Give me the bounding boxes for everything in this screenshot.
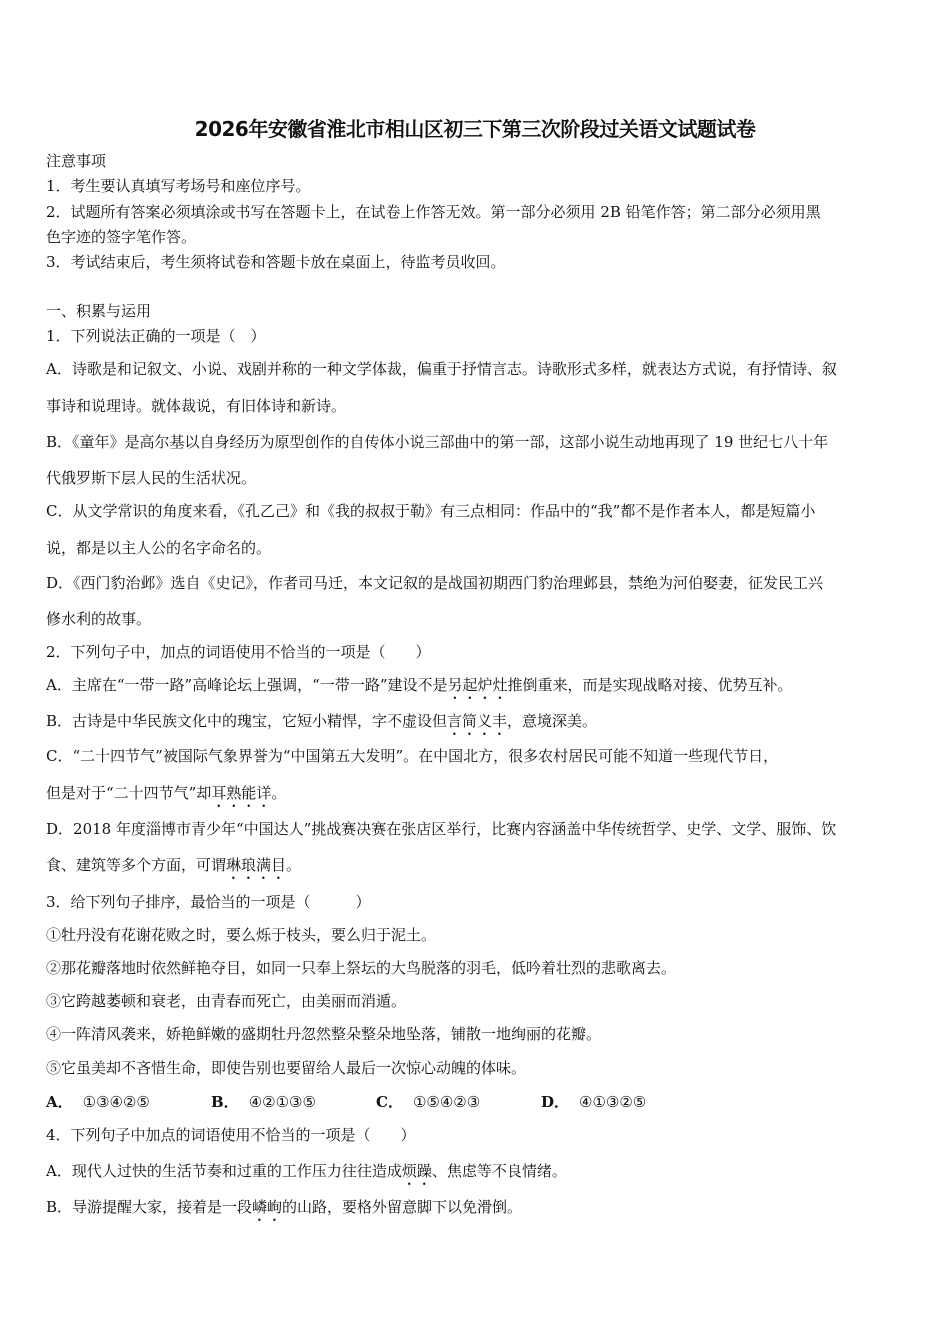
q3-option-a-label: A．: [46, 1093, 73, 1111]
q1-option-c-cont: 说，都是以主人公的名字命名的。: [46, 539, 272, 557]
q2-b-dotted-word: 言简义丰: [447, 712, 508, 730]
q3-option-d-label: D．: [541, 1093, 570, 1111]
q2-d-text-pre: 食、建筑等多个方面，可谓: [46, 856, 227, 874]
q3-sentence-4: ④一阵清风袭来，娇艳鲜嫩的盛期牡丹忽然整朵整朵地坠落，铺散一地绚丽的花瓣。: [46, 1025, 602, 1043]
q3-sentence-1: ①牡丹没有花谢花败之时，要么烁于枝头，要么归于泥土。: [46, 926, 437, 944]
q3-option-d-value: ④①③②⑤: [579, 1093, 647, 1111]
q3-option-c-label: C．: [376, 1093, 403, 1111]
q1-option-b: B．《童年》是高尔基以自身经历为原型创作的自传体小说三部曲中的第一部，这部小说生动地再现了 19 世纪七八十年: [46, 433, 829, 451]
q3-option-b-label: B．: [211, 1093, 239, 1111]
q4-option-b: [46, 1196, 908, 1225]
q3-option-b-value: ④②①③⑤: [248, 1093, 316, 1111]
question-2-stem: 2．下列句子中，加点的词语使用不恰当的一项是（ ）: [46, 643, 431, 661]
q1-option-d-cont: 修水利的故事。: [46, 610, 152, 628]
q3-option-c-value: ①⑤④②③: [412, 1093, 481, 1111]
q1-option-d: D．《西门豹治邺》选自《史记》，作者司马迁，本文记叙的是战国初期西门豹治理邺县，禁绝为河伯娶妻，征发民工兴: [46, 574, 824, 592]
q3-option-b: [211, 1091, 316, 1113]
q4-a-dotted-word: 烦躁: [401, 1162, 432, 1180]
q1-option-a: A．诗歌是和记叙文、小说、戏剧并称的一种文学体裁，偏重于抒情言志。诗歌形式多样，就表达方式说，有抒情诗、叙: [46, 360, 837, 378]
section-heading: 一、积累与运用: [46, 302, 152, 320]
q2-b-text-pre: B．古诗是中华民族文化中的瑰宝，它短小精悍，字不虚设但: [46, 712, 448, 730]
q2-a-text-pre: A．主席在“一带一路”高峰论坛上强调，“一带一路”建设不是: [46, 676, 448, 694]
q3-sentence-3: ③它跨越萎顿和衰老，由青春而死亡，由美丽而消遁。: [46, 992, 407, 1010]
q2-option-d-cont: [46, 854, 908, 883]
page-title: 2026年安徽省淮北市相山区初三下第三次阶段过关语文试题试卷: [194, 117, 756, 141]
q3-sentence-2: ②那花瓣落地时依然鲜艳夺目，如同一只奉上祭坛的大鸟脱落的羽毛，低吟着壮烈的悲歌离去。: [46, 959, 677, 977]
question-1-stem: 1．下列说法正确的一项是（ ）: [46, 327, 266, 345]
q3-option-c: [376, 1091, 480, 1113]
q1-option-a-cont: 事诗和说理诗。就体裁说，有旧体诗和新诗。: [46, 397, 347, 415]
q2-c-dotted-word: 耳熟能详: [211, 784, 272, 802]
notice-item-1: 1．考生要认真填写考场号和座位序号。: [46, 177, 311, 195]
q3-option-d: [541, 1091, 646, 1113]
q2-d-dotted-word: 琳琅满目: [226, 856, 287, 874]
q2-d-text-post: 。: [286, 856, 302, 874]
q1-option-b-cont: 代俄罗斯下层人民的生活状况。: [46, 469, 257, 487]
q2-c-text-post: 。: [271, 784, 287, 802]
question-3-stem: 3．给下列句子排序，最恰当的一项是（ ）: [46, 893, 371, 911]
q4-b-text-post: 的山路，要格外留意脚下以免滑倒。: [282, 1198, 523, 1216]
question-4-stem: 4．下列句子中加点的词语使用不恰当的一项是（ ）: [46, 1126, 416, 1144]
q3-option-a-value: ①③④②⑤: [82, 1093, 150, 1111]
q2-option-b: [46, 710, 908, 739]
q4-b-text-pre: B．导游提醒大家，接着是一段: [46, 1198, 253, 1216]
notice-heading: 注意事项: [46, 152, 107, 170]
notice-item-2: 2．试题所有答案必须填涂或书写在答题卡上，在试卷上作答无效。第一部分必须用 2B 铅笔作答；第二部分必须用黑: [46, 203, 821, 221]
q1-option-c: C．从文学常识的角度来看，《孔乙己》和《我的叔叔于勒》有三点相同：作品中的“我”都不是作者本人，都是短篇小: [46, 502, 816, 520]
q3-option-a: [46, 1091, 150, 1113]
q2-a-dotted-word: 另起炉灶: [447, 676, 508, 694]
q2-a-text-post: 推倒重来，而是实现战略对接、优势互补。: [507, 676, 793, 694]
q2-b-text-post: ，意境深美。: [507, 712, 598, 730]
q4-option-a: [46, 1160, 908, 1189]
q4-a-text-post: 、焦虑等不良情绪。: [431, 1162, 567, 1180]
q4-a-text-pre: A．现代人过快的生活节奏和过重的工作压力往往造成: [46, 1162, 402, 1180]
notice-item-3: 3．考试结束后，考生须将试卷和答题卡放在桌面上，待监考员收回。: [46, 253, 506, 271]
q3-sentence-5: ⑤它虽美却不吝惜生命，即使告别也要留给人最后一次惊心动魄的体味。: [46, 1059, 527, 1077]
q2-c-text-pre: 但是对于“二十四节气”却: [46, 784, 212, 802]
q2-option-a: [46, 674, 908, 703]
q4-b-dotted-word: 嶙峋: [252, 1198, 283, 1216]
q2-option-c-cont: [46, 782, 908, 811]
q2-option-d: D．2018 年度淄博市青少年“中国达人”挑战赛决赛在张店区举行，比赛内容涵盖中华传统哲学、史学、文学、服饰、饮: [46, 820, 837, 838]
q2-option-c: C．“二十四节气”被国际气象界誉为“中国第五大发明”。在中国北方，很多农村居民可能不知道一些现代节日，: [46, 747, 779, 765]
notice-item-2-cont: 色字迹的签字笔作答。: [46, 228, 197, 246]
